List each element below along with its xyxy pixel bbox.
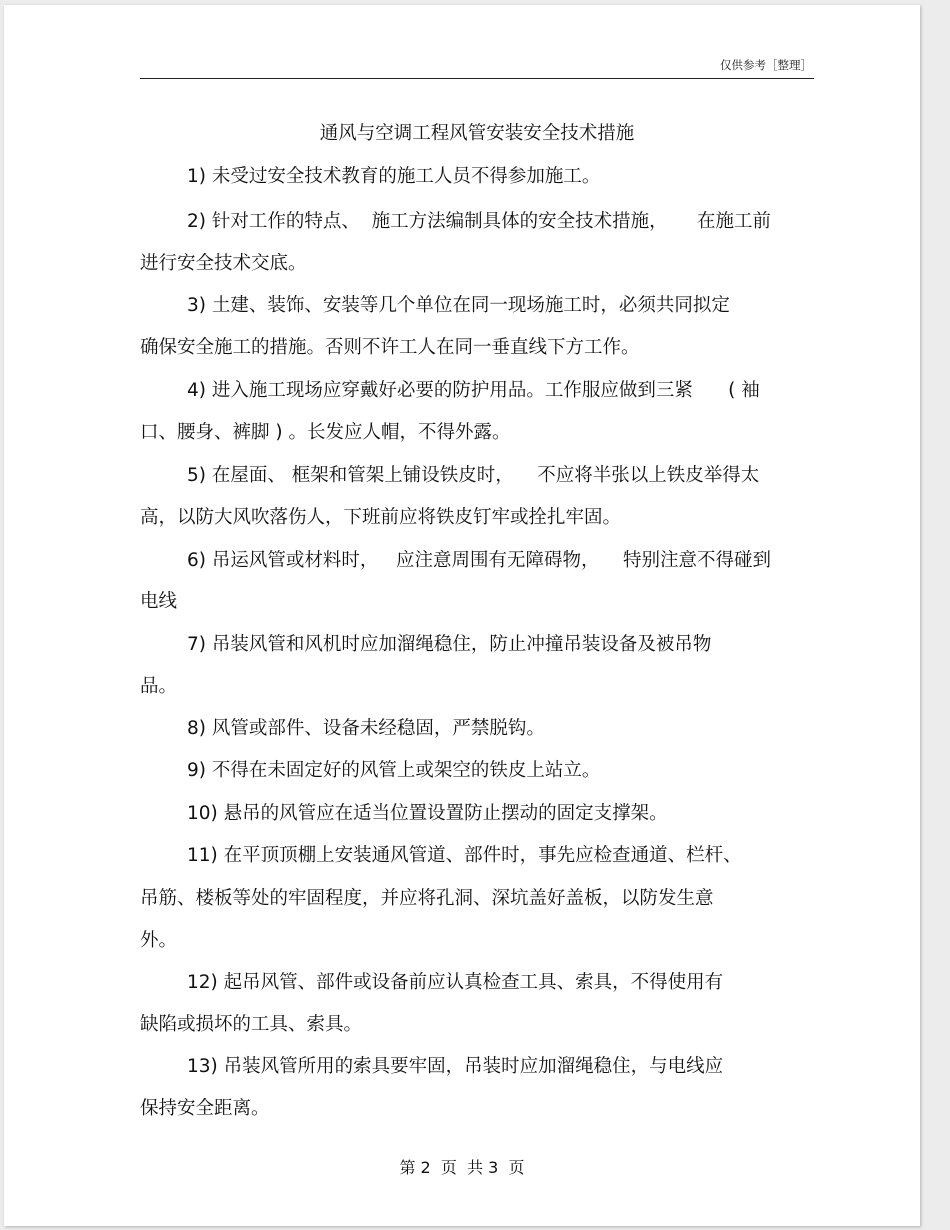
header-text: 仅供参考［整理］ xyxy=(720,58,812,72)
text-line: 外。 xyxy=(140,930,178,951)
text-line: 高，以防大风吹落伤人，下班前应将铁皮钉牢或拴扎牢固。 xyxy=(140,507,622,528)
text-line: 吊筋、楼板等处的牢固程度，并应将孔洞、深坑盖好盖板，以防发生意 xyxy=(140,888,714,909)
page-header xyxy=(140,56,814,79)
text-line: 缺陷或损坏的工具、索具。 xyxy=(140,1014,363,1035)
document-page xyxy=(4,5,920,1226)
text-line: 5) 在屋面、 框架和管架上铺设铁皮时， 不应将半张以上铁皮举得太 xyxy=(187,465,760,486)
text-line: 3) 土建、装饰、安装等几个单位在同一现场施工时，必须共同拟定 xyxy=(187,295,730,316)
text-line: 1) 未受过安全技术教育的施工人员不得参加施工。 xyxy=(187,166,601,187)
text-line: 品。 xyxy=(140,676,178,697)
text-line: 口、腰身、裤脚 ) 。长发应人帽，不得外露。 xyxy=(140,422,511,443)
text-line: 2) 针对工作的特点、 施工方法编制具体的安全技术措施， 在施工前 xyxy=(187,211,772,232)
text-line: 保持安全距离。 xyxy=(140,1098,270,1119)
text-line: 电线 xyxy=(140,591,178,612)
text-line: 8) 风管或部件、设备未经稳固，严禁脱钩。 xyxy=(187,718,545,739)
text-line: 10) 悬吊的风管应在适当位置设置防止摆动的固定支撑架。 xyxy=(187,803,668,824)
text-line: 9) 不得在未固定好的风管上或架空的铁皮上站立。 xyxy=(187,760,601,781)
text-line: 11) 在平顶顶棚上安装通风管道、部件时，事先应检查通道、栏杆、 xyxy=(187,845,742,866)
text-line: 进行安全技术交底。 xyxy=(140,253,307,274)
document-title: 通风与空调工程风管安装安全技术措施 xyxy=(319,123,635,144)
text-line: 6) 吊运风管或材料时， 应注意周围有无障碍物， 特别注意不得碰到 xyxy=(187,550,772,571)
text-line: 12) 起吊风管、部件或设备前应认真检查工具、索具，不得使用有 xyxy=(187,972,724,993)
text-line: 13) 吊装风管所用的索具要牢固，吊装时应加溜绳稳住，与电线应 xyxy=(187,1056,724,1077)
text-line: 确保安全施工的措施。否则不许工人在同一垂直线下方工作。 xyxy=(140,337,640,358)
page-footer: 第 2 页 共 3 页 xyxy=(399,1158,525,1177)
text-line: 7) 吊装风管和风机时应加溜绳稳住，防止冲撞吊装设备及被吊物 xyxy=(187,634,712,655)
text-line: 4) 进入施工现场应穿戴好必要的防护用品。工作服应做到三紧 ( 袖 xyxy=(187,380,760,401)
